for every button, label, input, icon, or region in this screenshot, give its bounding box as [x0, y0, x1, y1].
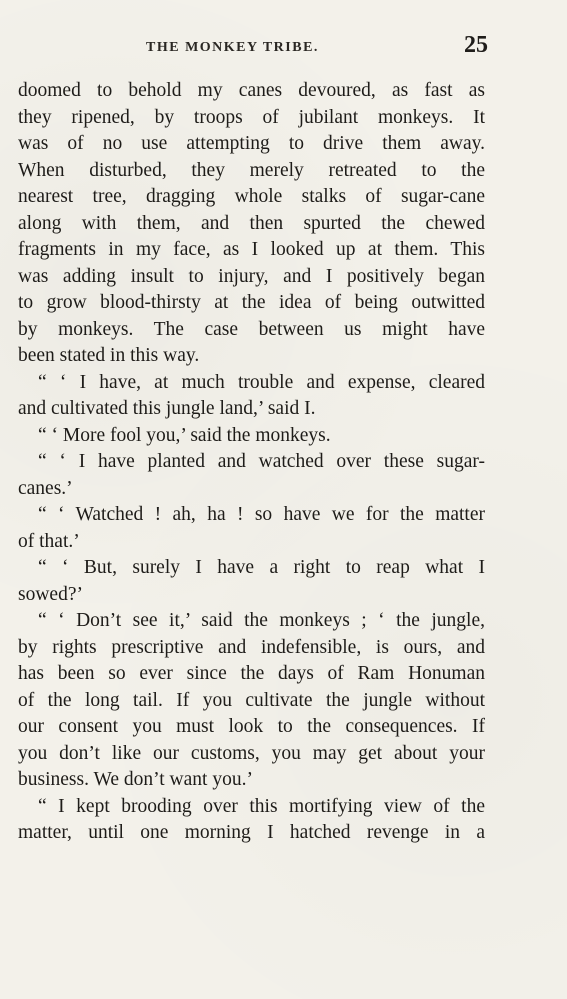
text-line: been stated in this way.	[18, 345, 200, 366]
body-text	[18, 78, 485, 847]
text-line: of that.’	[18, 530, 80, 552]
text-line: nearest tree, dragging whole stalks of sugar-cane	[18, 186, 485, 207]
text-line: to grow blood-thirsty at the idea of being outwitted	[18, 292, 485, 313]
text-line: of the long tail. If you cultivate the jungle without	[18, 689, 485, 711]
text-line: “ I kept brooding over this mortifying view of the	[38, 795, 485, 817]
text-line: by rights prescriptive and indefensible, is ours, and	[18, 636, 485, 658]
text-line: doomed to behold my canes devoured, as fast as	[18, 80, 485, 101]
text-line: When disturbed, they merely retreated to the	[18, 159, 485, 181]
text-line: “ ‘ Don’t see it,’ said the monkeys ; ‘ the jungle,	[38, 610, 485, 631]
text-line: “ ‘ I have planted and watched over these sugar-	[38, 451, 485, 472]
text-line: was adding insult to injury, and I positively began	[18, 265, 485, 287]
text-line: they ripened, by troops of jubilant monkeys. It	[18, 106, 485, 128]
text-line: matter, until one morning I hatched revenge in a	[18, 822, 485, 843]
text-line: was of no use attempting to drive them away.	[18, 133, 485, 154]
running-head: THE MONKEY TRIBE.	[146, 40, 319, 55]
text-line: our consent you must look to the consequences. If	[18, 716, 485, 737]
text-line: by monkeys. The case between us might have	[18, 318, 485, 340]
text-line: sowed?’	[18, 583, 83, 605]
text-line: fragments in my face, as I looked up at them. This	[18, 239, 485, 260]
page-number: 25	[464, 32, 488, 58]
text-line: “ ‘ I have, at much trouble and expense, cleared	[38, 371, 485, 393]
text-line: has been so ever since the days of Ram Honuman	[18, 663, 485, 684]
text-line: “ ‘ Watched ! ah, ha ! so have we for the matter	[38, 504, 485, 525]
text-line: business. We don’t want you.’	[18, 769, 253, 790]
text-line: and cultivated this jungle land,’ said I.	[18, 398, 316, 419]
text-line: canes.’	[18, 477, 73, 499]
text-line: along with them, and then spurted the chewed	[18, 212, 485, 234]
text-line: “ ‘ More fool you,’ said the monkeys.	[38, 424, 331, 446]
page-header	[18, 32, 488, 62]
text-line: you don’t like our customs, you may get about your	[18, 742, 485, 764]
text-line: “ ‘ But, surely I have a right to reap what I	[38, 557, 485, 578]
